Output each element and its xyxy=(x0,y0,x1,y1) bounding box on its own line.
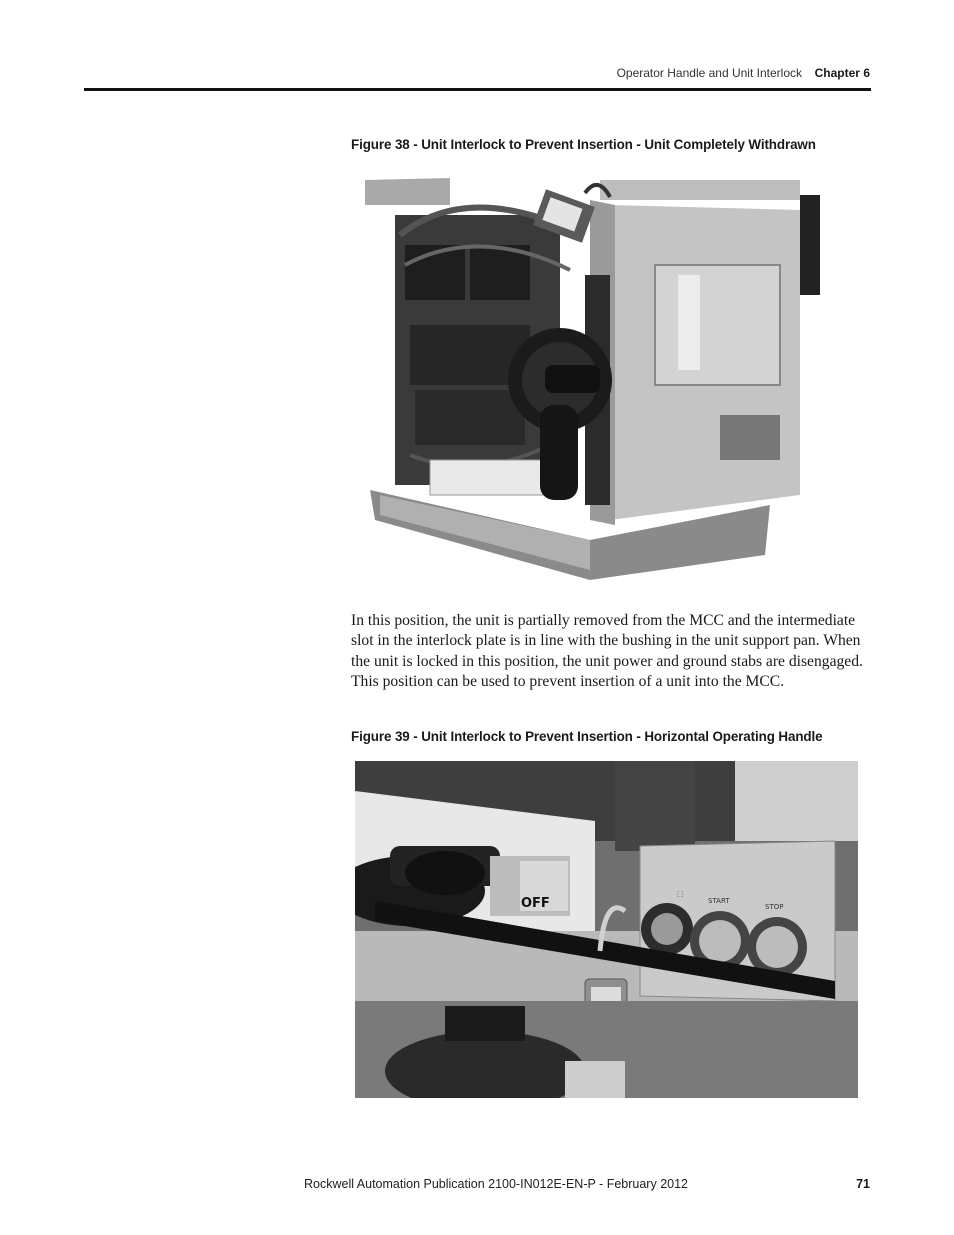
svg-text:⬚: ⬚ xyxy=(677,890,684,898)
header-rule xyxy=(84,88,871,91)
header-chapter: Chapter 6 xyxy=(814,66,870,80)
stop-label: STOP xyxy=(765,903,784,911)
figure-39-caption: Figure 39 - Unit Interlock to Prevent Insertion - Horizontal Operating Handle xyxy=(351,729,823,744)
figure-38-caption: Figure 38 - Unit Interlock to Prevent Insertion - Unit Completely Withdrawn xyxy=(351,137,816,152)
off-label: OFF xyxy=(521,896,550,911)
figure-38-photo xyxy=(360,175,820,585)
header-section-title: Operator Handle and Unit Interlock xyxy=(616,66,802,80)
figure-39-photo xyxy=(355,761,858,1098)
body-paragraph: In this position, the unit is partially removed from the MCC and the intermediate slot in the interlock plate is in line with the bushing in the unit support pan. When the unit is locked in this position, the unit power and ground stabs are disengaged. This position can be used to prevent insertion of a unit into the MCC. xyxy=(351,612,863,690)
page-number: 71 xyxy=(856,1177,870,1191)
start-label: START xyxy=(708,897,730,905)
footer-publication: Rockwell Automation Publication 2100-IN012E-EN-P - February 2012 xyxy=(304,1177,688,1191)
mcc-unit-withdrawn-illustration xyxy=(360,175,820,585)
horizontal-handle-illustration xyxy=(355,761,858,1098)
